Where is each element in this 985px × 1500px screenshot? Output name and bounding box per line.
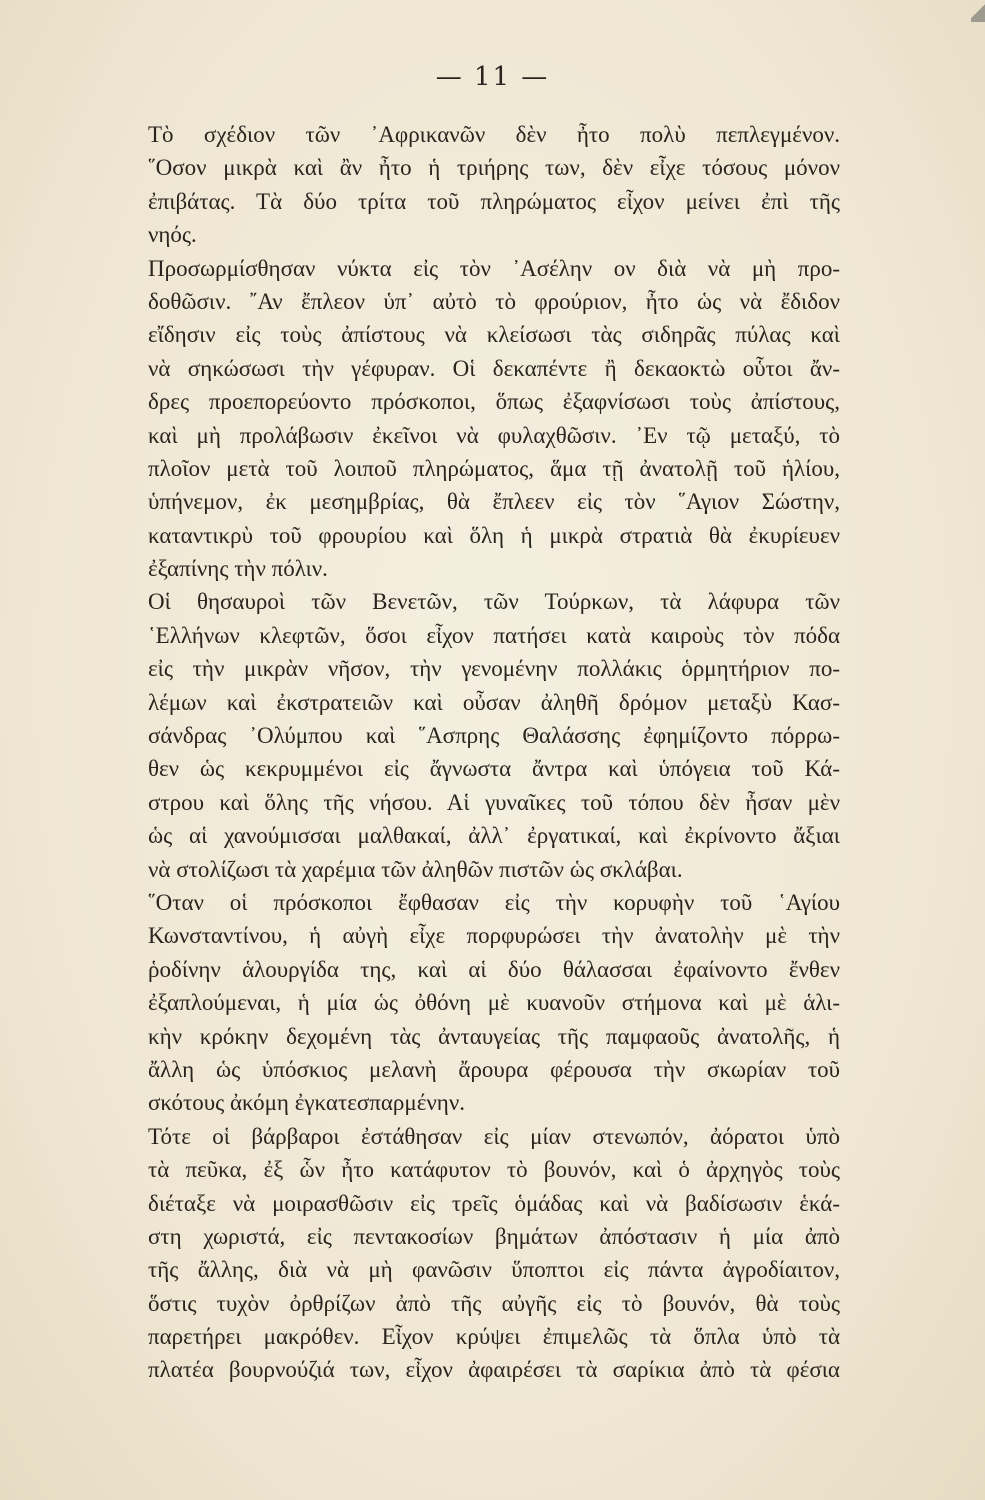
- text-line: τῆς ἄλλης, διὰ νὰ μὴ φανῶσιν ὕποπτοι εἰς πάντα ἀγροδίαιτον,: [148, 1257, 840, 1283]
- text-line: λέμων καὶ ἐκστρατειῶν καὶ οὖσαν ἀληθῆ δρόμον μεταξὺ Κασ-: [148, 689, 840, 715]
- text-line: Οἱ θησαυροὶ τῶν Βενετῶν, τῶν Τούρκων, τὰ λάφυρα τῶν: [148, 589, 840, 615]
- text-line: δοθῶσιν. ῎Αν ἔπλεον ὑπ᾿ αὐτὸ τὸ φρούριον, ἦτο ὡς νὰ ἔδιδον: [148, 288, 840, 314]
- page-corner-mark: [971, 0, 985, 22]
- text-line: τὰ πεῦκα, ἐξ ὧν ἦτο κατάφυτον τὸ βουνόν, καὶ ὁ ἀρχηγὸς τοὺς: [148, 1157, 840, 1183]
- text-line: ὑπήνεμον, ἐκ μεσημβρίας, θὰ ἔπλεεν εἰς τὸν ῞Αγιον Σώστην,: [148, 489, 840, 515]
- text-line: ῞Οσον μικρὰ καὶ ἂν ἦτο ἡ τριήρης των, δὲν εἶχε τόσους μόνον: [148, 155, 840, 181]
- text-line: ῞Οταν οἱ πρόσκοποι ἔφθασαν εἰς τὴν κορυφὴν τοῦ ῾Αγίου: [148, 889, 840, 915]
- text-line: ἄλλη ὡς ὑπόσκιος μελανὴ ἄρουρα φέρουσα τὴν σκωρίαν τοῦ: [148, 1056, 840, 1082]
- text-line: σάνδρας ᾿Ολύμπου καὶ ῞Ασπρης Θαλάσσης ἐφημίζοντο πόρρω-: [148, 723, 840, 749]
- text-line: δρες προεπορεύοντο πρόσκοποι, ὅπως ἐξαφνίσωσι τοὺς ἀπίστους,: [148, 389, 840, 415]
- text-line: ῾Ελλήνων κλεφτῶν, ὅσοι εἶχον πατήσει κατὰ καιροὺς τὸν πόδα: [148, 622, 840, 648]
- text-line: εἴδησιν εἰς τοὺς ἀπίστους νὰ κλείσωσι τὰς σιδηρᾶς πύλας καὶ: [148, 322, 840, 348]
- text-line: Τὸ σχέδιον τῶν ᾿Αφρικανῶν δὲν ἦτο πολὺ πεπλεγμένον.: [148, 122, 840, 147]
- text-line: καὶ μὴ προλάβωσιν ἐκεῖνοι νὰ φυλαχθῶσιν. ᾿Εν τῷ μεταξύ, τὸ: [148, 422, 840, 448]
- text-line: πλοῖον μετὰ τοῦ λοιποῦ πληρώματος, ἅμα τῇ ἀνατολῇ τοῦ ἡλίου,: [148, 455, 840, 481]
- text-line: στρου καὶ ὅλης τῆς νήσου. Αἱ γυναῖκες τοῦ τόπου δὲν ἦσαν μὲν: [148, 789, 840, 815]
- page-number: — 11 —: [435, 62, 550, 92]
- text-line: ἐξαπλούμεναι, ἡ μία ὡς ὀθόνη μὲ κυανοῦν στήμονα καὶ μὲ ἁλι-: [148, 990, 840, 1016]
- text-line: ἐξαπίνης τὴν πόλιν.: [148, 556, 328, 582]
- text-line: ὡς αἱ χανούμισσαι μαλθακαί, ἀλλ᾿ ἐργατικαί, καὶ ἐκρίνοντο ἄξιαι: [148, 823, 840, 849]
- text-line: Τότε οἱ βάρβαροι ἐστάθησαν εἰς μίαν στενωπόν, ἀόρατοι ὑπὸ: [148, 1123, 840, 1149]
- text-line: διέταξε νὰ μοιρασθῶσιν εἰς τρεῖς ὁμάδας καὶ νὰ βαδίσωσιν ἑκά-: [148, 1190, 840, 1216]
- text-line: Προσωρμίσθησαν νύκτα εἰς τὸν ᾿Ασέλην ον διὰ νὰ μὴ προ-: [148, 255, 840, 281]
- text-line: ῥοδίνην ἁλουργίδα της, καὶ αἱ δύο θάλασσαι ἐφαίνοντο ἔνθεν: [148, 956, 840, 982]
- text-line: ὅστις τυχὸν ὀρθρίζων ἀπὸ τῆς αὐγῆς εἰς τὸ βουνόν, θὰ τοὺς: [148, 1290, 840, 1316]
- text-line: καταντικρὺ τοῦ φρουρίου καὶ ὅλη ἡ μικρὰ στρατιὰ θὰ ἐκυρίευεν: [148, 522, 840, 548]
- text-line: σκότους ἀκόμη ἐγκατεσπαρμένην.: [148, 1090, 465, 1116]
- text-line: νὰ στολίζωσι τὰ χαρέμια τῶν ἀληθῶν πιστῶν ὡς σκλάβαι.: [148, 856, 683, 882]
- text-line: νηός.: [148, 222, 197, 248]
- text-line: παρετήρει μακρόθεν. Εἶχον κρύψει ἐπιμελῶς τὰ ὅπλα ὑπὸ τὰ: [148, 1324, 840, 1350]
- text-line: εἰς τὴν μικρὰν νῆσον, τὴν γενομένην πολλάκις ὁρμητήριον πο-: [148, 656, 840, 682]
- text-line: νὰ σηκώσωσι τὴν γέφυραν. Οἱ δεκαπέντε ἢ δεκαοκτὼ οὗτοι ἄν-: [148, 355, 840, 381]
- text-line: κὴν κρόκην δεχομένη τὰς ἀνταυγείας τῆς παμφαοῦς ἀνατολῆς, ἡ: [148, 1023, 840, 1049]
- text-line: Κωνσταντίνου, ἡ αὐγὴ εἶχε πορφυρώσει τὴν ἀνατολὴν μὲ τὴν: [148, 923, 840, 949]
- text-line: ἐπιβάτας. Τὰ δύο τρίτα τοῦ πληρώματος εἶχον μείνει ἐπὶ τῆς: [148, 188, 840, 214]
- text-line: θεν ὡς κεκρυμμένοι εἰς ἄγνωστα ἄντρα καὶ ὑπόγεια τοῦ Κά-: [148, 756, 840, 782]
- text-line: στη χωριστά, εἰς πεντακοσίων βημάτων ἀπόστασιν ἡ μία ἀπὸ: [148, 1223, 840, 1249]
- body-text: [148, 118, 840, 1387]
- text-line: πλατέα βουρνούζιά των, εἶχον ἀφαιρέσει τὰ σαρίκια ἀπὸ τὰ φέσια: [148, 1357, 840, 1383]
